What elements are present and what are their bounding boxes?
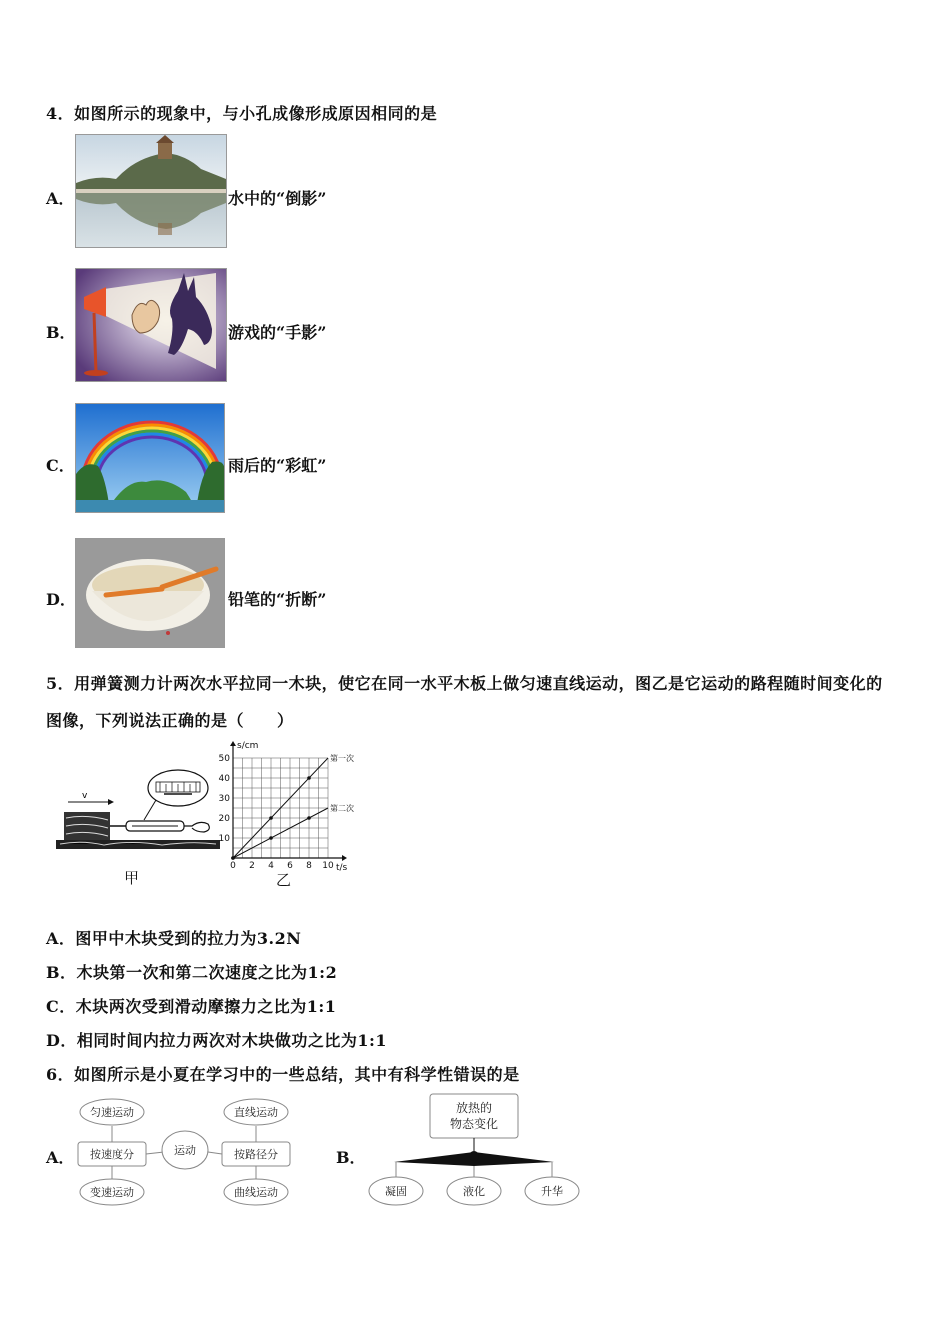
q5-option-d-text: 相同时间内拉力两次对木块做功之比为1:1 (76, 1031, 388, 1050)
reflection-photo (75, 134, 227, 248)
q5-option-b (46, 960, 337, 983)
q4-option-c-letter: C． (46, 456, 75, 475)
x-axis-arrow (342, 855, 347, 861)
velocity-label: v (82, 791, 88, 801)
root-line1: 放热的 (455, 1101, 493, 1115)
figure-yi-label: 乙 (276, 871, 292, 889)
y-tick-label: 20 (218, 814, 230, 824)
node-by-speed: 按速度分 (90, 1148, 134, 1161)
q5-option-d-letter: D． (46, 1031, 77, 1050)
q5-option-a (46, 926, 301, 949)
series-name-1: 第一次 (330, 754, 354, 763)
q5-option-c (46, 994, 336, 1017)
node-motion: 运动 (174, 1144, 196, 1157)
motion-classification-diagram (72, 1094, 312, 1214)
data-point (269, 836, 273, 840)
q4-stem: 4．如图所示的现象中，与小孔成像形成原因相同的是 (46, 104, 438, 123)
q4-option-d-text: 铅笔的“折断” (228, 590, 327, 609)
x-tick-label: 6 (287, 861, 293, 871)
q5-option-b-text: 木块第一次和第二次速度之比为1:2 (76, 963, 338, 982)
rainbow-photo (75, 403, 225, 513)
q6-option-b-letter: B． (336, 1148, 366, 1167)
series-name-2: 第二次 (330, 804, 354, 813)
q5-option-a-letter: A． (46, 929, 76, 948)
root-line2: 物态变化 (449, 1117, 499, 1131)
leaf-sublimation: 升华 (541, 1185, 563, 1198)
q5-option-a-text: 图甲中木块受到的拉力为3.2N (75, 929, 302, 948)
y-tick-label: 10 (218, 834, 230, 844)
x-axis-label: t/s (336, 863, 348, 873)
node-by-path: 按路径分 (234, 1148, 278, 1161)
q5-stem-line2: 图像，下列说法正确的是（ ） (46, 711, 294, 730)
y-tick-label: 30 (218, 794, 230, 804)
data-point (269, 816, 273, 820)
q5-option-c-letter: C． (46, 997, 76, 1016)
figure-jia-label: 甲 (124, 869, 140, 887)
bent-pencil-photo (75, 538, 225, 648)
q4-option-b-text: 游戏的“手影” (228, 323, 327, 342)
y-axis-label: s/cm (237, 741, 259, 751)
x-tick-label: 0 (230, 861, 236, 871)
data-point (231, 856, 235, 860)
q5-option-c-text: 木块两次受到滑动摩擦力之比为1:1 (75, 997, 337, 1016)
x-tick-label: 8 (306, 861, 312, 871)
q4-option-a-letter: A． (46, 189, 75, 208)
y-tick-label: 40 (218, 774, 230, 784)
node-uniform-motion: 匀速运动 (90, 1106, 134, 1119)
x-tick-label: 10 (322, 861, 334, 871)
data-point (307, 776, 311, 780)
x-tick-label: 2 (249, 861, 255, 871)
q6-stem: 6．如图所示是小夏在学习中的一些总结，其中有科学性错误的是 (46, 1065, 520, 1084)
s-t-chart (218, 738, 363, 873)
figure-yi-chart (218, 738, 363, 873)
y-tick-label: 50 (218, 754, 230, 764)
node-linear-motion: 直线运动 (234, 1106, 278, 1119)
figure-jia-spring-scale (52, 758, 222, 858)
q5-option-d (46, 1028, 387, 1051)
q4-option-a-text: 水中的“倒影” (228, 189, 327, 208)
chart-labels (219, 741, 354, 873)
q4-option-c-text: 雨后的“彩虹” (228, 456, 327, 475)
y-axis-arrow (230, 741, 236, 746)
chart-marks (231, 758, 328, 860)
node-variable-motion: 变速运动 (90, 1186, 134, 1199)
node-curved-motion: 曲线运动 (234, 1186, 278, 1199)
x-tick-label: 4 (268, 861, 274, 871)
q6-option-a-letter: A． (46, 1148, 75, 1167)
q4-option-d-letter: D． (46, 590, 76, 609)
q4-option-b-letter: B． (46, 323, 76, 342)
hand-shadow-photo (75, 268, 227, 382)
data-point (307, 816, 311, 820)
leaf-liquefaction: 液化 (463, 1185, 485, 1198)
exothermic-phase-change-diagram (364, 1090, 584, 1214)
q5-option-b-letter: B． (46, 963, 77, 982)
q5-stem-line1: 5．用弹簧测力计两次水平拉同一木块，使它在同一水平木板上做匀速直线运动，图乙是它运动的路程随时间变化的 (46, 674, 883, 693)
leaf-solidification: 凝固 (385, 1185, 407, 1198)
